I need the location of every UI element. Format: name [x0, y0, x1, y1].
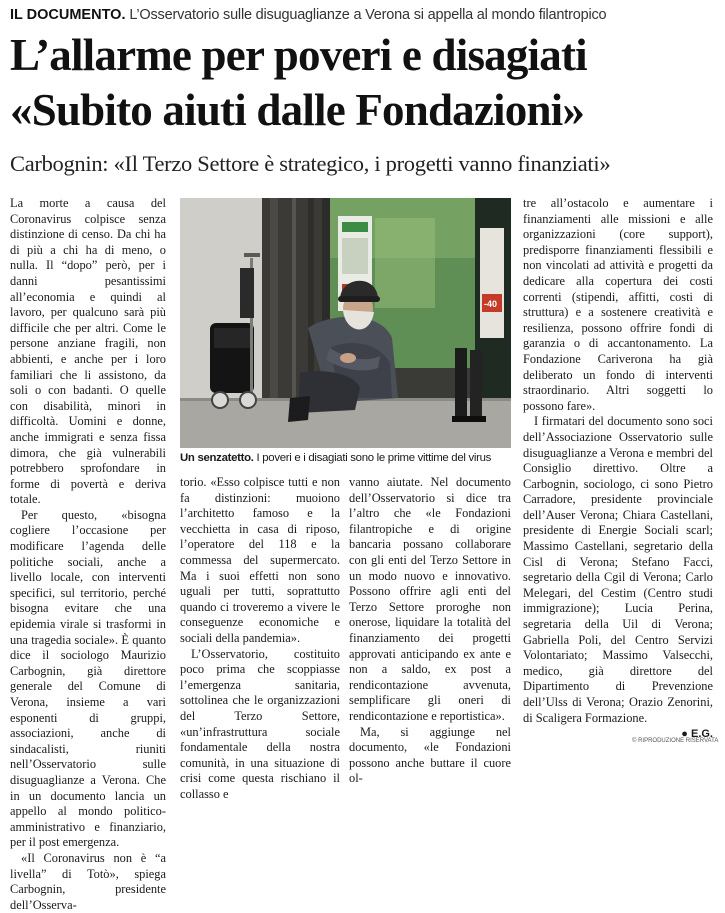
photo-caption	[180, 450, 511, 466]
article-paragraph: La morte a causa del Coronavirus colpisce senza distinzione di censo. Da chi ha di più a chi ha di meno, o nulla. Il “dopo” però, per i danni pesantissimi all’economia e quindi al lavoro, per qualcuno sarà più difficile che per altri. Come le persone anziane fragili, non abbienti, e anche per i loro familiari che li assistono, da soli o con badanti. O quelle con disabilità, minori in difficoltà. Uomini e donne, anche immigrati e senza fissa dimora, che già vulnerabili potrebbero sprofondare in forme di povertà e deriva totale.	[10, 196, 166, 507]
author-signature: ● E.G.	[681, 728, 713, 741]
article-column-3	[349, 475, 511, 786]
article-paragraph: Ma, si aggiunge nel documento, «le Fondazioni possono anche buttare il cuore ol-	[349, 724, 511, 786]
kicker-label: IL DOCUMENTO.	[10, 7, 126, 23]
headline-line-2: «Subito aiuti dalle Fondazioni»	[10, 85, 585, 135]
article-paragraph: «Il Coronavirus non è “a livella” di Totò», spiega Carbognin, presidente dell’Osserva-	[10, 850, 166, 912]
article-column-1	[10, 196, 166, 912]
caption-text: I poveri e i disagiati sono le prime vittime del virus	[253, 452, 492, 464]
copyright-notice: © RIPRODUZIONE RISERVATA	[632, 738, 719, 744]
headline-line-1: L’allarme per poveri e disagiati	[10, 30, 587, 80]
article-column-2	[180, 475, 340, 801]
article-paragraph: vanno aiutate. Nel documento dell’Osservatorio si dice tra l’altro che «le Fondazioni filantropiche e di origine bancaria possano collaborare con gli enti del Terzo Settore in un modo nuovo e innovativo. Possono offrire agli enti del Terzo Settore proroghe non onerose, liquidare la totalità del finanziamento dei progetti approvati anticipando ex ante e non a saldo, ex post a rendicontazione avvenuta, semplificare gli oneri di rendicontazione e reportistica».	[349, 475, 511, 723]
caption-lead: Un senzatetto.	[180, 452, 254, 464]
article-paragraph: torio. «Esso colpisce tutti e non fa distinzioni: muoiono l’architetto famoso e la vecchietta in casa di riposo, l’operatore del 118 e la commessa del supermercato. Ma i suoi effetti non sono uguali per tutti, soprattutto quando ci troveremo a vivere le conseguenze economiche e sociali della pandemia».	[180, 475, 340, 645]
article-paragraph: Per questo, «bisogna cogliere l’occasione per modificare l’agenda delle politiche sociali, anche a livello locale, con interventi specifici, sul territorio, perché bisogna evitare che una epidemia virale si trasformi in una tragedia sociale». È quanto dice il sociologo Maurizio Carbognin, già direttore generale del Comune di Verona, insieme a vari esponenti di gruppi, associazioni, anche di sindacalisti, riuniti nell’Osservatorio sulle disuguaglianze a Verona. Che in un documento lancia un appello al mondo politico-amministrativo e finanziario, per il post emergenza.	[10, 507, 166, 850]
photo-illustration	[180, 198, 511, 448]
photo-homeless-man	[180, 198, 511, 448]
article-paragraph: tre all’ostacolo e aumentare i finanziamenti alle missioni e alle organizzazioni (core support), predisporre finanziamenti flessibili e non vincolati ad attività e progetti da dedicare alla copertura dei costi correnti (stipendi, affitti, costi di struttura) e a sostenere creatività e resilienza, possono offrire fondi di garanzia o di accantonamento. La Fondazione Cariverona ha già deliberato un fondo di interventi straordinario. Altri soggetti lo possono fare».	[523, 196, 713, 413]
kicker-text: L’Osservatorio sulle disuguaglianze a Verona si appella al mondo filantropico	[125, 7, 607, 23]
article-column-4	[523, 196, 713, 741]
article-paragraph: L’Osservatorio, costituito poco prima che scoppiasse l’emergenza sanitaria, sottolinea che le organizzazioni del Terzo Settore, «un’infrastruttura sociale fondamentale della nostra comunità, in una situazione di crisi come questa rischiano il collasso e	[180, 646, 340, 801]
article-paragraph: I firmatari del documento sono soci dell’Associazione Osservatorio sulle disuguaglianze a Verona e membri del Consiglio direttivo. Oltre a Carbognin, sociologo, ci sono Pietro Carradore, presidente provinciale dell’Auser Verona; Chiara Castellani, presidente di Energie Sociali scarl; Massimo Castellani, segretario della Cisl di Verona; Stefano Facci, segretario della Cgil di Verona; Carlo Melegari, del Cestim (Centro studi immigrazione); Lucia Perina, segretaria della Uil di Verona; Gabriella Poli, del Centro Servizi Volontariato; Massimo Valsecchi, medico, già direttore del Dipartimento di Prevenzione dell’Ulss di Verona; Orazio Zenorini, di Scaligera Formazione.	[523, 414, 713, 725]
deck-subtitle: Carbognin: «Il Terzo Settore è strategico, i progetti vanno finanziati»	[10, 151, 611, 176]
kicker	[10, 5, 715, 25]
shop-sign-text: -40	[484, 299, 498, 309]
